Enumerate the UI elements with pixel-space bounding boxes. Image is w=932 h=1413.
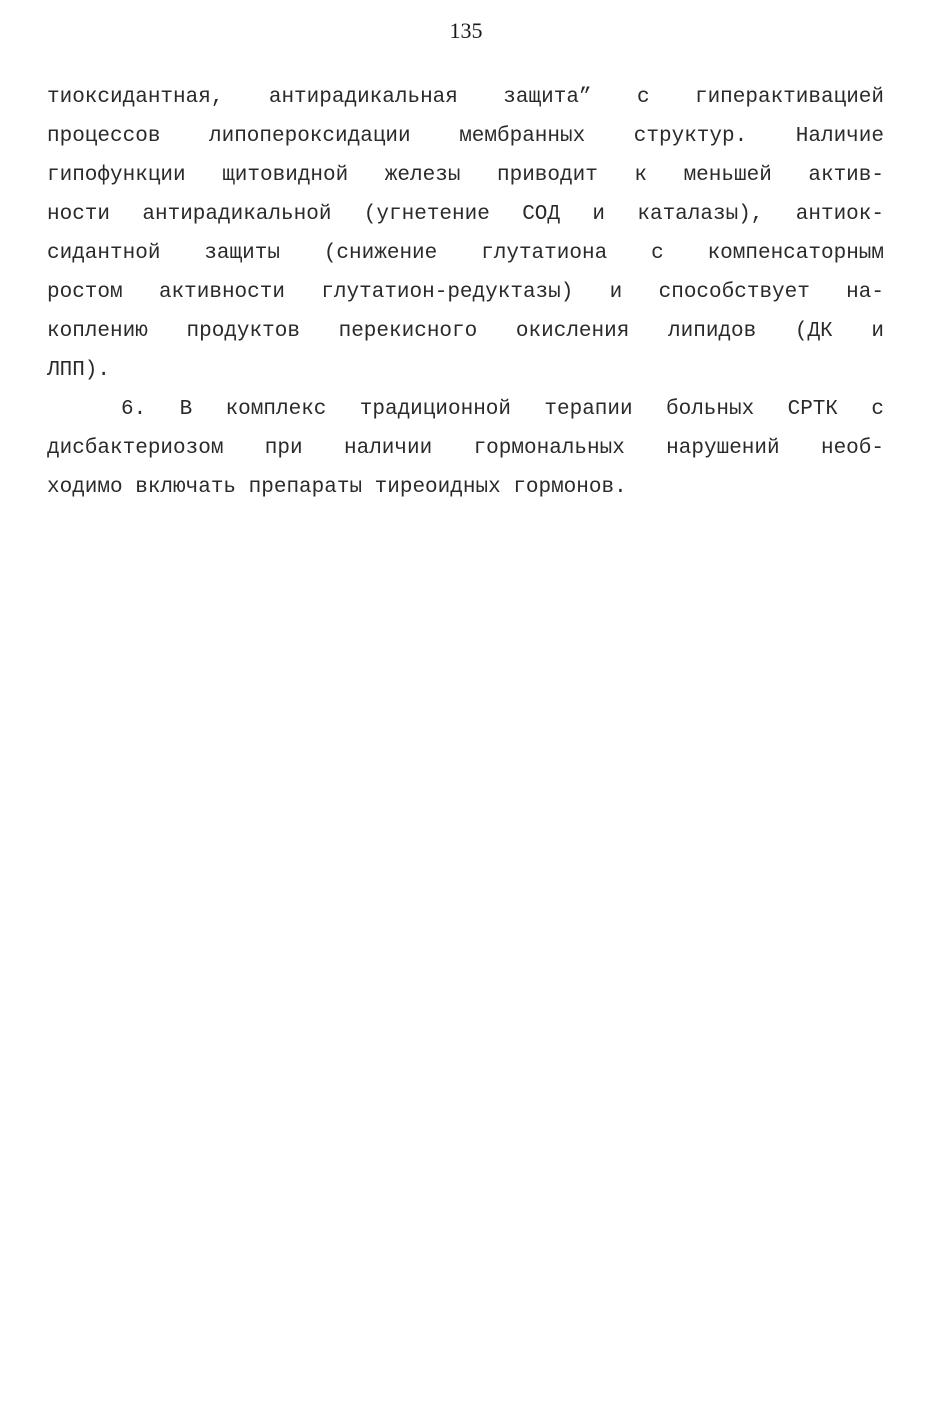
text-line: тиоксидантная, антирадикальная защита” с гиперактивацией — [47, 86, 884, 109]
text-line: ростом активности глутатион-редуктазы) и способствует на- — [47, 281, 884, 304]
text-line: ЛПП). — [47, 359, 111, 382]
text-line: дисбактериозом при наличии гормональных нарушений необ- — [47, 437, 884, 460]
paragraph-conclusion-6 — [47, 390, 884, 507]
text-line: процессов липопероксидации мембранных структур. Наличие — [47, 125, 884, 148]
text-line: 6. В комплекс традиционной терапии больных СРТК с — [121, 398, 884, 421]
text-line: гипофункции щитовидной железы приводит к меньшей актив- — [47, 164, 884, 187]
page-number: 135 — [449, 18, 483, 43]
text-line: сидантной защиты (снижение глутатиона с компенсаторным — [47, 242, 884, 265]
paragraph-conclusion-5-continued — [47, 78, 884, 390]
text-line: ходимо включать препараты тиреоидных гормонов. — [47, 476, 627, 499]
text-line: ности антирадикальной (угнетение СОД и каталазы), антиок- — [47, 203, 884, 226]
text-line: коплению продуктов перекисного окисления липидов (ДК и — [47, 320, 884, 343]
